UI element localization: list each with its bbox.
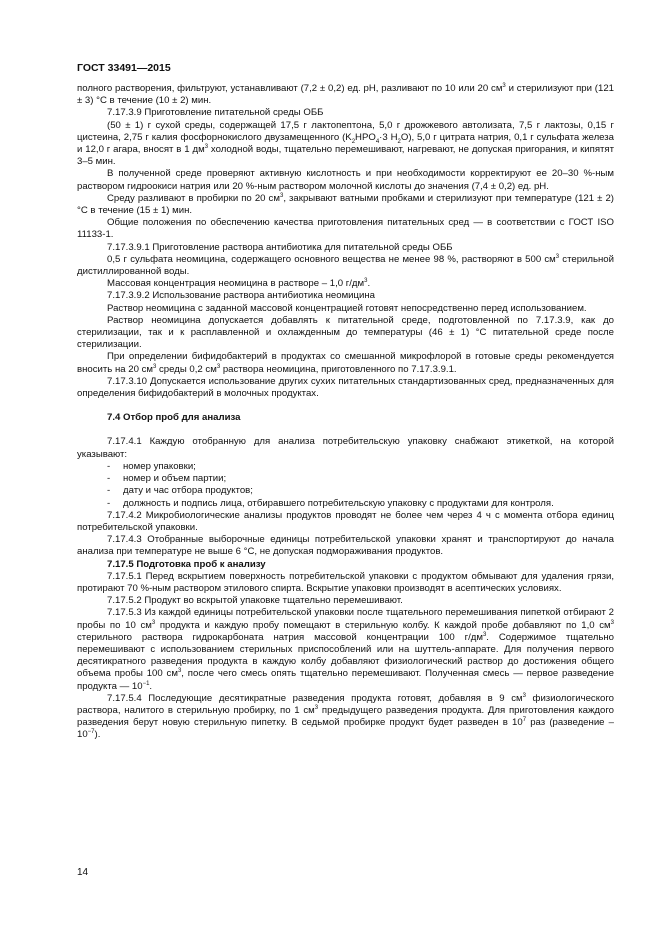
paragraph: 7.17.5.3 Из каждой единицы потребительской упаковки после тщательного перемешивания пипеткой отбирают 2 пробы по 10 $см^3$ продукта и каждую пробу помещают в стерильную колбу. К каждой пробе добавляют по 1,0 $см^3$ стерильного раствора гидрокарбоната натрия массовой концентрации 100 $г/дм^3$. Содержимое тщательно перемешивают с использованием стерильных приспособлений или на шуттель-аппарате. Для получения первого десятикратного разведения продукта в каждую колбу добавляют физиологический раствор до достижения общего объема пробы 100 $см^3$, после чего смесь опять тщательно перемешивают. Полученная смесь — первое разведение продукта — $10^{-1}$. <box>77 607 614 692</box>
document-body <box>77 83 614 742</box>
paragraph: Раствор неомицина с заданной массовой концентрацией готовят непосредственно перед использованием. <box>107 302 587 314</box>
paragraph: 7.17.5.4 Последующие десятикратные разведения продукта готовят, добавляя в 9 $см^3$ физиологического раствора, налитого в стерильную пробирку, по 1 $см^3$ предыдущего разведения продукта. Для приготовления каждого разведения берут новую стерильную пипетку. В седьмой пробирке продукт будет разведен в $10^7$ раз (разведение – $10^{-7}$). <box>77 692 614 741</box>
paragraph: 7.17.3.10 Допускается использование других сухих питательных стандартизованных сред, предназначенных для определения бифидобактерий в молочных продуктах. <box>77 375 614 400</box>
paragraph: 7.17.5.2 Продукт во вскрытой упаковке тщательно перемешивают. <box>107 595 403 607</box>
paragraph: 7.17.5.1 Перед вскрытием поверхность потребительской упаковки с продуктом обмывают для удаления грязи, протирают 70 %-ным раствором этилового спирта. Вскрытие упаковки производят в асептических условиях. <box>77 570 614 594</box>
section-title: 7.17.3.9 Приготовление питательной среды ОББ <box>107 107 324 119</box>
paragraph: Общие положения по обеспечению качества приготовления питательных сред — в соответствии с ГОСТ ISO 11133-1. <box>77 217 614 241</box>
section-heading: 7.4 Отбор проб для анализа <box>107 412 241 424</box>
list-item: - дату и час отбора продуктов; <box>107 485 253 497</box>
section-title: 7.17.3.9.1 Приготовление раствора антибиотика для питательной среды ОББ <box>107 241 453 253</box>
paragraph: Массовая концентрация неомицина в растворе – 1,0 $г/дм^3$. <box>107 278 371 290</box>
section-title: 7.17.3.9.2 Использование раствора антибиотика неомицина <box>107 290 376 302</box>
paragraph: В полученной среде проверяют активную кислотность и при необходимости корректируют ее 20–30 %-ным раствором гидроокиси натрия или 20 %-ным раствором молочной кислоты до значения (7,4 ± 0,2) ед. pH. <box>77 168 614 192</box>
paragraph: При определении бифидобактерий в продуктах со смешанной микрофлорой в готовые среды рекомендуется вносить на 20 $см^3$ среды 0,2 $см^3$ раствора неомицина, приготовленного по 7.17.3.9.1. <box>77 351 614 375</box>
section-heading: 7.17.5 Подготовка проб к анализу <box>107 558 266 570</box>
paragraph: Среду разливают в пробирки по 20 $см^3$, закрывают ватными пробками и стерилизуют при температуре (121 ± 2) °C в течение (15 ± 1) мин. <box>77 192 615 217</box>
paragraph: 7.17.4.1 Каждую отобранную для анализа потребительскую упаковку снабжают этикеткой, на которой указывают: <box>77 436 614 460</box>
document-header: ГОСТ 33491—2015 <box>77 62 171 74</box>
page-number: 14 <box>77 867 89 878</box>
list-item: - номер упаковки; <box>107 460 196 472</box>
paragraph: 7.17.4.3 Отобранные выборочные единицы потребительской упаковки хранят и транспортируют до начала анализа при температуре не выше 6 °C, не допуская подмораживания продуктов. <box>77 534 614 558</box>
paragraph: 7.17.4.2 Микробиологические анализы продуктов проводят не более чем через 4 ч с момента отбора единиц потребительской упаковки. <box>77 509 614 533</box>
list-item: - номер и объем партии; <box>107 473 227 485</box>
list-item: - должность и подпись лица, отбиравшего потребительскую упаковку с продуктами для контроля. <box>107 497 554 509</box>
paragraph: полного растворения, фильтруют, устанавливают (7,2 ± 0,2) ед. pH, разливают по 10 или 20 $см^3$ и стерилизуют при (121 ± 3) °C в течение (10 ± 2) мин. <box>77 82 614 107</box>
paragraph: Раствор неомицина допускается добавлять к питательной среде, подготовленной по 7.17.3.9, как до стерилизации, так и к расплавленной и охлажденным до температуры (46 ± 1) °C питательной среде после стерилизации. <box>77 314 614 351</box>
paragraph: (50 ± 1) г сухой среды, содержащей 17,5 г лактопептона, 5,0 г дрожжевого автолизата, 7,5 г лактозы, 0,15 г цистеина, 2,75 г калия фосфорнокислого двузамещенного ($K_2HPO_4\cdot 3$ $H_2O$), 5,0 г цитрата натрия, 0,1 г сульфата железа и 12,0 г агара, вносят в 1 $дм^3$ холодной воды, тщательно перемешивают, нагревают, не допуская пригорания, и кипятят 3–5 мин. <box>77 119 615 168</box>
paragraph: 0,5 г сульфата неомицина, содержащего основного вещества не менее 98 %, растворяют в 500 $см^3$ стерильной дистиллированной воды. <box>77 253 614 278</box>
